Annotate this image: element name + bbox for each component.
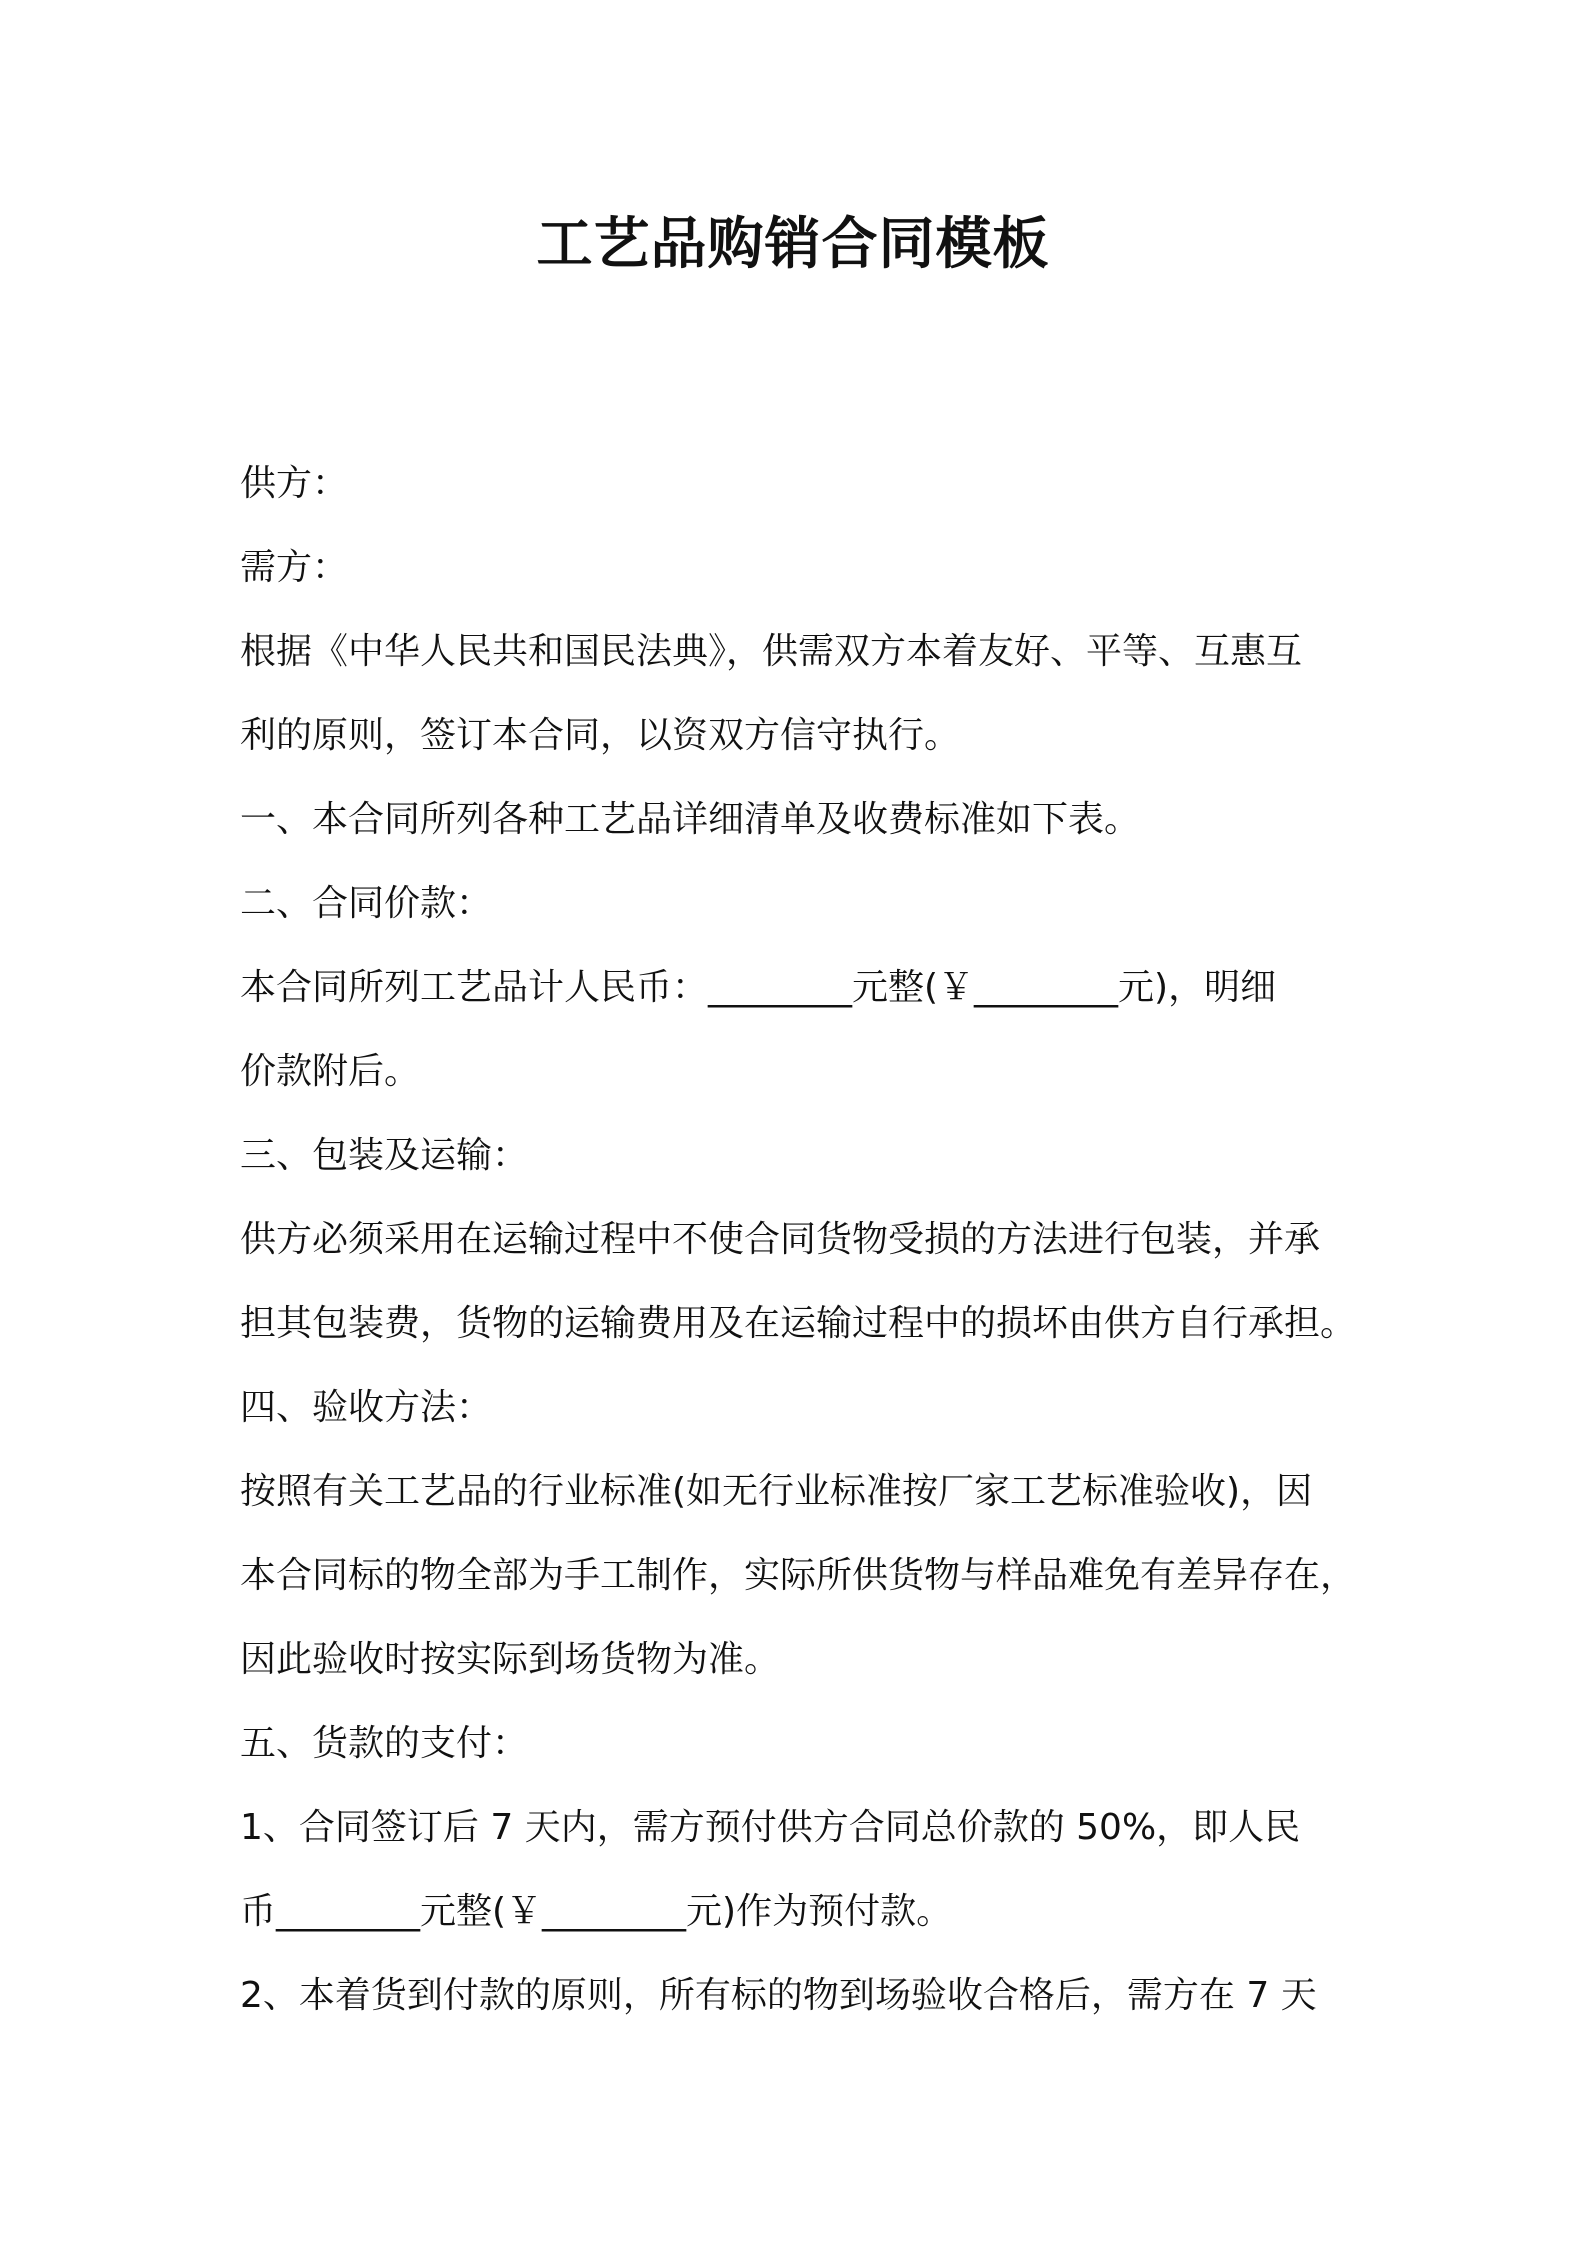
clause-2-text-2: 价款附后。 [240, 1051, 421, 1092]
clause-1: 一、本合同所列各种工艺品详细清单及收费标准如下表。 [240, 799, 1141, 840]
clause-5-item-1-line-1: 1、合同签订后 7 天内，需方预付供方合同总价款的 50%，即人民 [240, 1807, 1301, 1848]
document-body [240, 442, 1380, 2038]
clause-4-heading: 四、验收方法： [240, 1387, 493, 1428]
preamble-line-2: 利的原则，签订本合同，以资双方信守执行。 [240, 715, 961, 756]
clause-3-heading: 三、包装及运输： [240, 1135, 529, 1176]
clause-4-text-1: 按照有关工艺品的行业标准(如无行业标准按厂家工艺标准验收)，因 [240, 1471, 1313, 1512]
clause-3-text-2: 担其包装费，货物的运输费用及在运输过程中的损坏由供方自行承担。 [240, 1303, 1357, 1344]
clause-3-text-1: 供方必须采用在运输过程中不使合同货物受损的方法进行包装，并承 [240, 1219, 1321, 1260]
clause-5-heading: 五、货款的支付： [240, 1723, 529, 1764]
clause-4-text-2: 本合同标的物全部为手工制作，实际所供货物与样品难免有差异存在， [240, 1555, 1357, 1596]
document-title: 工艺品购销合同模板 [536, 212, 1050, 277]
preamble-line-1: 根据《中华人民共和国民法典》，供需双方本着友好、平等、互惠互 [240, 631, 1303, 672]
buyer-line: 需方： [240, 547, 349, 588]
supplier-line: 供方： [240, 463, 349, 504]
clause-5-item-2-line-1: 2、本着货到付款的原则，所有标的物到场验收合格后，需方在 7 天 [240, 1975, 1317, 2016]
clause-2-heading: 二、合同价款： [240, 883, 493, 924]
clause-2-text-1: 本合同所列工艺品计人民币：________元整(￥________元)，明细 [240, 967, 1277, 1008]
clause-4-text-3: 因此验收时按实际到场货物为准。 [240, 1639, 781, 1680]
clause-5-item-1-line-2: 币________元整(￥________元)作为预付款。 [240, 1891, 953, 1932]
